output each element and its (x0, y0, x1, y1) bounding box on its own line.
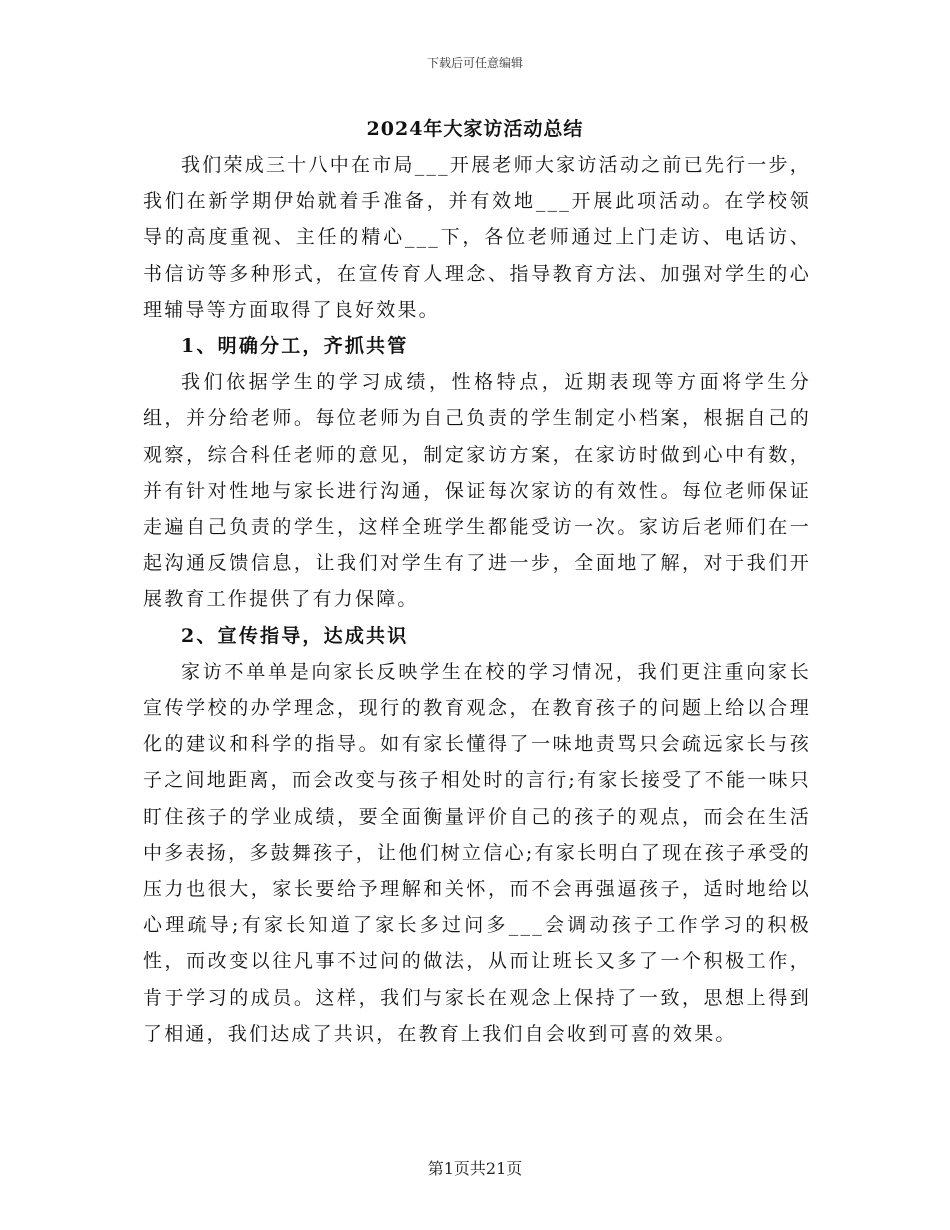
page-number: 第1页共21页 (427, 1159, 523, 1178)
page-header: 下载后可任意编辑 (426, 56, 523, 70)
document-body (143, 147, 811, 1052)
document-title: 2024年大家访活动总结 (366, 118, 584, 140)
intro-paragraph: 我们荣成三十八中在市局___开展老师大家访活动之前已先行一步，我们在新学期伊始就着手准备，并有效地___开展此项活动。在学校领导的高度重视、主任的精心___下，各位老师通过上门走访、电话访、书信访等多种形式，在宣传育人理念、指导教育方法、加强对学生的心理辅导等方面取得了良好效果。 (143, 154, 811, 321)
section-paragraph-1: 我们依据学生的学习成绩，性格特点，近期表现等方面将学生分组，并分给老师。每位老师为自己负责的学生制定小档案，根据自己的观察，综合科任老师的意见，制定家访方案，在家访时做到心中有数，并有针对性地与家长进行沟通，保证每次家访的有效性。每位老师保证走遍自己负责的学生，这样全班学生都能受访一次。家访后老师们在一起沟通反馈信息，让我们对学生有了进一步，全面地了解，对于我们开展教育工作提供了有力保障。 (143, 371, 811, 611)
section-heading-1: 1、明确分工，齐抓共管 (181, 335, 409, 358)
section-heading-2: 2、宣传指导，达成共识 (181, 624, 409, 647)
section-paragraph-2: 家访不单单是向家长反映学生在校的学习情况，我们更注重向家长宣传学校的办学理念，现行的教育观念，在教育孩子的问题上给以合理化的建议和科学的指导。如有家长懂得了一味地责骂只会疏远家长与孩子之间地距离，而会改变与孩子相处时的言行;有家长接受了不能一味只盯住孩子的学业成绩，要全面衡量评价自己的孩子的观点，而会在生活中多表扬，多鼓舞孩子，让他们树立信心;有家长明白了现在孩子承受的压力也很大，家长要给予理解和关怀，而不会再强逼孩子，适时地给以心理疏导;有家长知道了家长多过问多___会调动孩子工作学习的积极性，而改变以往凡事不过问的做法，从而让班长又多了一个积极工作，肯于学习的成员。这样，我们与家长在观念上保持了一致，思想上得到了相通，我们达成了共识，在教育上我们自会收到可喜的效果。 (143, 660, 811, 1045)
